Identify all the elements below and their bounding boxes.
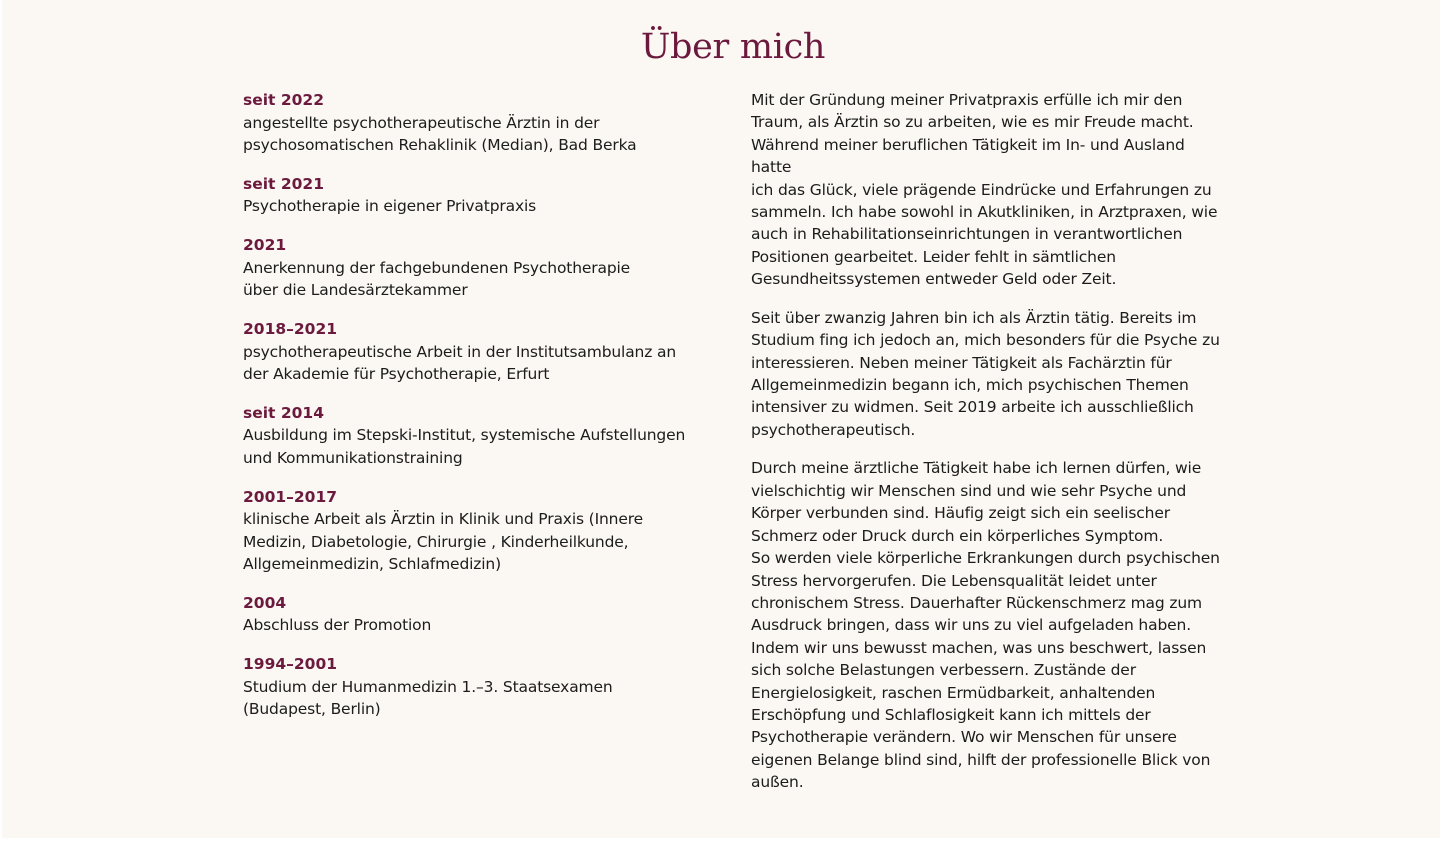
timeline-year: 2004 [243, 593, 287, 612]
timeline-text: psychotherapeutische Arbeit in der Institutsambulanz an der Akademie für Psychotherapie, Erfurt [243, 342, 677, 383]
timeline-entry [243, 653, 688, 720]
timeline-year: seit 2014 [243, 403, 324, 422]
timeline-entry [243, 402, 688, 469]
timeline-year: 2021 [243, 236, 287, 255]
about-paragraph: Durch meine ärztliche Tätigkeit habe ich lernen dürfen, wie vielschichtig wir Menschen sind und wie sehr Psyche und Körper verbunden sind. Häufig zeigt sich ein seelischer Schmerz oder Druck durch ein körperliches Symptom. So werden viele körperliche Erkrankungen durch psychischen Stress hervorgerufen. Die Lebensqualität leidet unter chronischem Stress. Dauerhafter Rückenschmerz mag zum Ausdruck bringen, dass wir uns zu viel aufgeladen haben. Indem wir uns bewusst machen, was uns beschwert, lassen sich solche Belastungen verbessern. Zustände der Energielosigkeit, raschen Ermüdbarkeit, anhaltenden Erschöpfung und Schlaflosigkeit kann ich mittels der Psychotherapie verändern. Wo wir Menschen für unsere eigenen Belange blind sind, hilft der professionelle Blick von außen. [751, 459, 1220, 792]
timeline-year: 1994–2001 [243, 655, 338, 674]
timeline-text: angestellte psychotherapeutische Ärztin in der psychosomatischen Rehaklinik (Median), Bad Berka [243, 113, 637, 154]
timeline-entry [243, 89, 688, 156]
timeline-entry [243, 234, 688, 301]
about-section [2, 0, 1440, 838]
timeline-text: Abschluss der Promotion [243, 616, 432, 635]
timeline-entry [243, 173, 688, 218]
timeline-year: seit 2022 [243, 91, 324, 109]
cv-timeline [243, 89, 688, 737]
timeline-entry [243, 318, 688, 385]
timeline-entry [243, 592, 688, 637]
timeline-year: seit 2021 [243, 174, 324, 193]
timeline-text: klinische Arbeit als Ärztin in Klinik und Praxis (Innere Medizin, Diabetologie, Chirurgie , Kinderheilkunde, Allgemeinmedizin, Schlafmedizin) [243, 510, 643, 573]
timeline-text: Psychotherapie in eigener Privatpraxis [243, 197, 537, 216]
timeline-text: Ausbildung im Stepski-Institut, systemische Aufstellungen und Kommunikationstraining [243, 426, 686, 467]
about-text [751, 89, 1226, 810]
about-paragraph: Seit über zwanzig Jahren bin ich als Ärztin tätig. Bereits im Studium fing ich jedoch an, mich besonders für die Psyche zu interessieren. Neben meiner Tätigkeit als Fachärztin für Allgemeinmedizin begann ich, mich psychischen Themen intensiver zu widmen. Seit 2019 arbeite ich ausschließlich psychotherapeutisch. [751, 308, 1220, 439]
timeline-entry [243, 486, 688, 576]
timeline-text: Studium der Humanmedizin 1.–3. Staatsexamen (Budapest, Berlin) [243, 677, 613, 719]
page-title: Über mich [640, 27, 826, 67]
timeline-year: 2018–2021 [243, 320, 338, 339]
timeline-year: 2001–2017 [243, 487, 338, 506]
about-paragraph: Mit der Gründung meiner Privatpraxis erfülle ich mir den Traum, als Ärztin so zu arbeiten, wie es mir Freude macht. Während meiner beruflichen Tätigkeit im In- und Ausland hatte ich das Glück, viele prägende Eindrücke und Erfahrungen zu sammeln. Ich habe sowohl in Akutkliniken, in Arztpraxen, wie auch in Rehabilitationseinrichtungen in verantwortlichen Positionen gearbeitet. Leider fehlt in sämtlichen Gesundheitssystemen entweder Geld oder Zeit. [751, 91, 1218, 289]
timeline-text: Anerkennung der fachgebundenen Psychotherapie über die Landesärztekammer [243, 258, 631, 300]
